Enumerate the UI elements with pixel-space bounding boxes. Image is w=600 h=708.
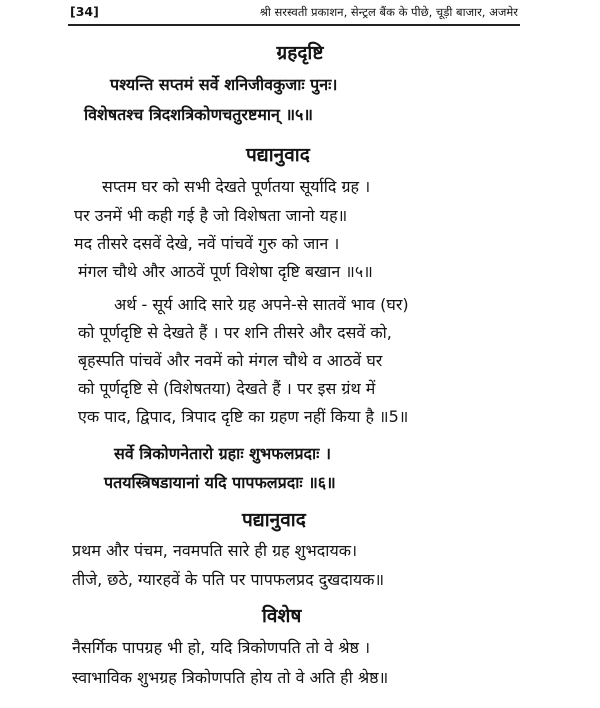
- shloka-line: सर्वे त्रिकोणनेतारो ग्रहाः शुभफलप्रदाः ।: [114, 444, 332, 463]
- verse-line: तीजे, छठे, ग्यारहवें के पति पर पापफलप्रद दुखदायक॥: [72, 570, 385, 589]
- vishesh-line: स्वाभाविक शुभग्रह त्रिकोणपति होय तो वे अति ही श्रेष्ठ॥: [72, 668, 389, 687]
- vishesh-line: नैसर्गिक पापग्रह भी हो, यदि त्रिकोणपति तो वे श्रेष्ठ ।: [72, 638, 371, 657]
- verse-line: सप्तम घर को सभी देखते पूर्णतया सूर्यादि ग्रह ।: [102, 177, 371, 196]
- page-number: [34]: [70, 4, 99, 19]
- publisher-line: श्री सरस्वती प्रकाशन, सेन्ट्रल बैंक के पीछे, चूड़ी बाजार, अजमेर: [259, 5, 518, 19]
- artha-line: बृहस्पति पांचवें और नवमें को मंगल चौथे व आठवें घर: [78, 351, 383, 370]
- artha-line: एक पाद, द्विपाद, त्रिपाद दृष्टि का ग्रहण नहीं किया है ॥5॥: [78, 407, 409, 426]
- heading-padyanuvad: पद्यानुवाद: [242, 509, 306, 531]
- verse-line: मद तीसरे दसवें देखे, नवें पांचवें गुरु को जान ।: [74, 234, 340, 253]
- heading-padyanuvad: पद्यानुवाद: [246, 144, 310, 166]
- artha-line: अर्थ - सूर्य आदि सारे ग्रह अपने-से सातवें भाव (घर): [114, 295, 409, 314]
- heading-vishesh: विशेष: [262, 605, 302, 627]
- verse-line: पर उनमें भी कही गई है जो विशेषता जानो यह॥: [74, 206, 348, 225]
- shloka-line: विशेषतश्च त्रिदशत्रिकोणचतुरष्टमान् ॥५॥: [84, 105, 313, 124]
- verse-line: मंगल चौथे और आठवें पूर्ण विशेषा दृष्टि बखान ॥५॥: [78, 262, 373, 281]
- heading-grahadrishti: ग्रहदृष्टि: [276, 42, 324, 64]
- artha-line: को पूर्णदृष्टि से (विशेषतया) देखते हैं । पर इस ग्रंथ में: [78, 379, 376, 398]
- running-header: [68, 2, 520, 26]
- verse-line: प्रथम और पंचम, नवमपति सारे ही ग्रह शुभदायक।: [72, 541, 358, 560]
- artha-line: को पूर्णदृष्टि से देखते हैं । पर शनि तीसरे और दसवें को,: [78, 323, 392, 342]
- shloka-line: पतयस्त्रिषडायानां यदि पापफलप्रदाः ॥६॥: [104, 473, 336, 492]
- shloka-line: पश्यन्ति सप्तमं सर्वे शनिजीवकुजाः पुनः।: [110, 75, 338, 94]
